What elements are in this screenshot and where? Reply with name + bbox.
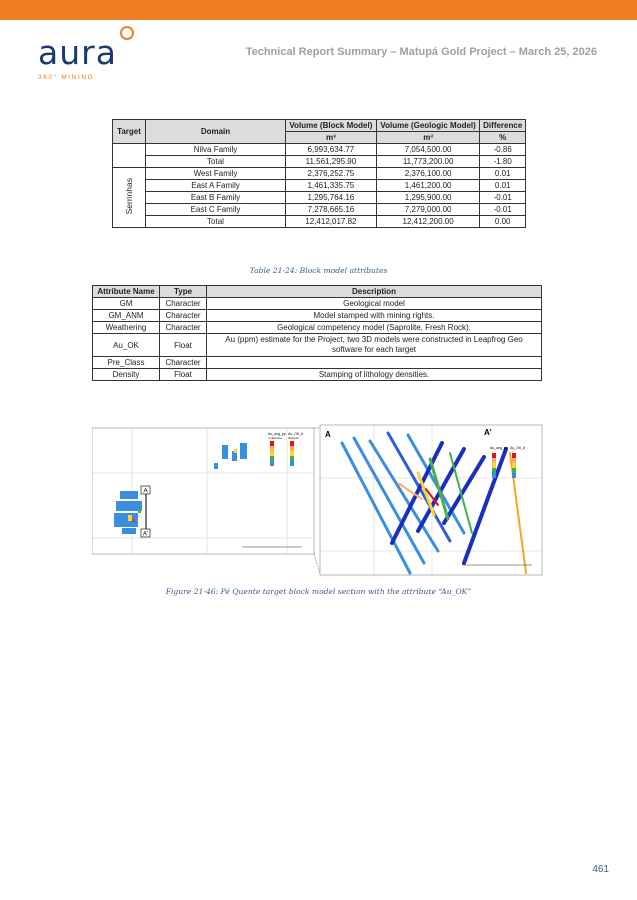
header-attribute-name: Attribute Name [93,286,160,298]
attribute-desc-cell: Model stamped with mining rights. [207,310,542,322]
attribute-desc-cell [207,357,542,369]
block-model-section-figure [92,423,544,581]
attribute-type-cell: Float [160,369,207,381]
section-end-a-prime: A' [484,428,492,437]
geo-volume-cell: 12,412,200.00 [376,216,480,228]
attribute-type-cell: Float [160,334,207,357]
section-legend-title-2: Au_OK_b [510,446,526,450]
unit-vol-block: m³ [286,132,377,144]
attribute-type-cell: Character [160,310,207,322]
geo-volume-cell: 7,054,500.00 [376,144,480,156]
block-volume-cell: 12,412,017.82 [286,216,377,228]
table-caption: Table 21-24: Block model attributes [249,266,388,275]
header-vol-block: Volume (Block Model) [286,120,377,132]
table-row [93,322,542,334]
section-view-panel [320,425,542,575]
table-row [93,357,542,369]
block-volume-cell: 1,295,764.16 [286,192,377,204]
logo-tagline: 360° MINING [38,74,95,81]
attribute-desc-cell: Au (ppm) estimate for the Project, two 3D models were constructed in Leapfrog Geo software for each target [207,334,542,357]
table-row [113,168,526,180]
header-domain: Domain [146,120,286,144]
logo-ring-icon [120,26,134,40]
difference-cell: -0.01 [480,204,526,216]
difference-cell: -0.01 [480,192,526,204]
logo-wordmark: aura [38,33,117,72]
header-target: Target [113,120,146,144]
geo-volume-cell: 2,376,100.00 [376,168,480,180]
target-label: Serrinhas [123,177,134,215]
page-number: 461 [592,864,609,875]
plan-view-panel [92,428,314,554]
domain-cell: East A Family [146,180,286,192]
table-row [113,144,526,156]
domain-cell: East B Family [146,192,286,204]
block-volume-cell: 11,561,295.90 [286,156,377,168]
difference-cell: 0.01 [480,180,526,192]
table-row [113,216,526,228]
legend-sub-2: discrete [288,436,299,440]
block-volume-cell: 7,278,665.16 [286,204,377,216]
attribute-name-cell: Au_OK [93,334,160,357]
table-row [93,334,542,357]
geo-volume-cell: 1,461,200.00 [376,180,480,192]
difference-cell: -1.80 [480,156,526,168]
difference-cell: 0.00 [480,216,526,228]
table-row [93,298,542,310]
table-row [93,310,542,322]
attribute-desc-cell: Geological competency model (Saprolite, Fresh Rock). [207,322,542,334]
table-row [113,180,526,192]
attribute-type-cell: Character [160,322,207,334]
unit-difference: % [480,132,526,144]
target-cell-serrinhas [113,168,146,228]
domain-cell: Total [146,156,286,168]
attribute-type-cell: Character [160,357,207,369]
geo-volume-cell: 7,279,000.00 [376,204,480,216]
section-label-a: A [143,487,148,495]
attribute-name-cell: Weathering [93,322,160,334]
table-row [93,369,542,381]
header-difference: Difference [480,120,526,132]
attribute-name-cell: GM_ANM [93,310,160,322]
block-volume-cell: 2,376,252.75 [286,168,377,180]
domain-cell: East C Family [146,204,286,216]
attribute-name-cell: Pre_Class [93,357,160,369]
attribute-name-cell: GM [93,298,160,310]
legend-sub-1: m discrete [268,436,282,440]
block-model-attributes-table [92,285,542,381]
volume-comparison-table [112,119,526,228]
table-row [113,192,526,204]
attribute-name-cell: Density [93,369,160,381]
section-legend-title-1: Au_avg_pp [490,446,508,450]
difference-cell: 0.01 [480,168,526,180]
attribute-desc-cell: Stamping of lithology densities. [207,369,542,381]
domain-cell: Nilva Family [146,144,286,156]
geo-volume-cell: 1,295,900.00 [376,192,480,204]
section-label-a-prime: A' [142,531,149,538]
target-cell-blank [113,144,146,168]
block-volume-cell: 1,461,335.75 [286,180,377,192]
header-type: Type [160,286,207,298]
header-description: Description [207,286,542,298]
domain-cell: West Family [146,168,286,180]
unit-vol-geo: m³ [376,132,480,144]
difference-cell: -0.86 [480,144,526,156]
attribute-type-cell: Character [160,298,207,310]
aura-logo [38,22,158,86]
block-volume-cell: 6,993,634.77 [286,144,377,156]
section-end-a: A [325,430,331,439]
header-vol-geo: Volume (Geologic Model) [376,120,480,132]
domain-cell: Total [146,216,286,228]
legend-title-2: Au_OK_b [288,432,304,436]
table-row [113,156,526,168]
attribute-desc-cell: Geological model [207,298,542,310]
geo-volume-cell: 11,773,200.00 [376,156,480,168]
figure-caption: Figure 21-46: Pé Quente target block model section with the attribute “Au_OK” [165,587,472,596]
legend-title-1: Au_avg_pp [268,432,286,436]
report-title: Technical Report Summary – Matupá Gold Project – March 25, 2026 [245,46,597,58]
table-row [113,204,526,216]
header-accent-bar [0,0,637,20]
